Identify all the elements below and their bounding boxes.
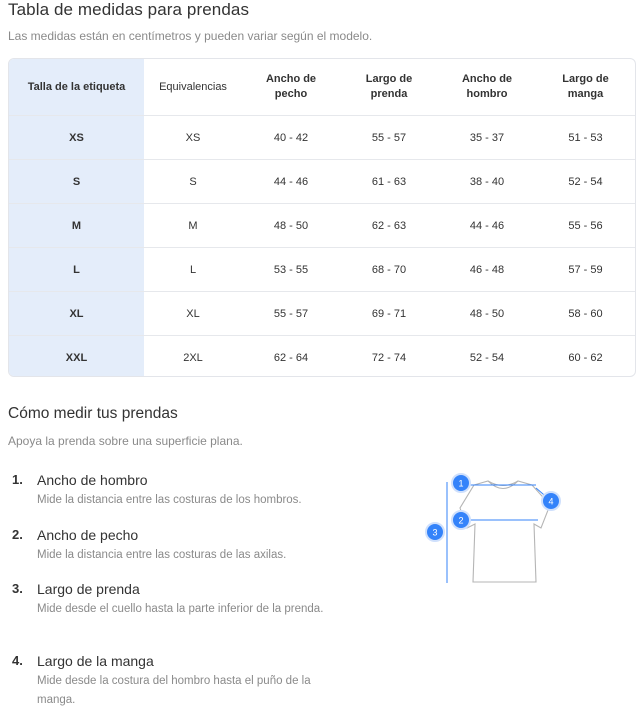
header-chest-line2: pecho xyxy=(274,88,308,100)
step-number: 4. xyxy=(12,653,23,668)
marker-2 xyxy=(452,511,470,529)
header-equivalence-label: Equivalencias xyxy=(159,80,227,93)
header-length xyxy=(340,59,438,116)
header-shoulder-line2: hombro xyxy=(466,88,508,100)
table-header-row xyxy=(9,59,635,116)
table-row xyxy=(9,292,635,336)
cell-length: 69 - 71 xyxy=(340,292,438,336)
cell-equivalence: L xyxy=(144,248,242,292)
table-row xyxy=(9,336,635,378)
marker-4-label: 4 xyxy=(548,496,554,507)
cell-sleeve: 57 - 59 xyxy=(536,248,635,292)
cell-equivalence: 2XL xyxy=(144,336,242,378)
header-size xyxy=(9,59,144,116)
cell-size: XS xyxy=(9,116,144,160)
cell-size: S xyxy=(9,160,144,204)
cell-chest: 40 - 42 xyxy=(242,116,340,160)
marker-3 xyxy=(426,523,444,541)
marker-1-label: 1 xyxy=(458,478,464,489)
step-description: Mide desde el cuello hasta la parte inferior de la prenda. xyxy=(37,603,324,615)
cell-shoulder: 52 - 54 xyxy=(438,336,536,378)
page-title: Tabla de medidas para prendas xyxy=(8,0,250,19)
measurement-illustration xyxy=(424,470,566,588)
page-subtitle: Las medidas están en centímetros y pueden variar según el modelo. xyxy=(8,29,373,43)
cell-size: L xyxy=(9,248,144,292)
cell-shoulder: 44 - 46 xyxy=(438,204,536,248)
cell-shoulder: 46 - 48 xyxy=(438,248,536,292)
cell-chest: 62 - 64 xyxy=(242,336,340,378)
header-shoulder xyxy=(438,59,536,116)
how-to-title: Cómo medir tus prendas xyxy=(8,405,178,422)
cell-chest: 48 - 50 xyxy=(242,204,340,248)
step-description: Mide la distancia entre las costuras de los hombros. xyxy=(37,494,302,506)
header-length-line2: prenda xyxy=(370,88,408,100)
marker-2-label: 2 xyxy=(458,515,464,526)
header-sleeve-line2: manga xyxy=(567,88,604,100)
header-chest xyxy=(242,59,340,116)
step-number: 2. xyxy=(12,527,23,542)
cell-length: 62 - 63 xyxy=(340,204,438,248)
header-equivalence xyxy=(144,59,242,116)
cell-length: 72 - 74 xyxy=(340,336,438,378)
marker-3-label: 3 xyxy=(432,527,438,538)
cell-sleeve: 58 - 60 xyxy=(536,292,635,336)
step-description: Mide desde la costura del hombro hasta el puño de la manga. xyxy=(37,675,311,706)
table-row xyxy=(9,160,635,204)
cell-equivalence: M xyxy=(144,204,242,248)
marker-1 xyxy=(452,474,470,492)
header-sleeve-line1: Largo de xyxy=(562,73,609,85)
marker-4 xyxy=(542,492,560,510)
cell-length: 61 - 63 xyxy=(340,160,438,204)
step-number: 3. xyxy=(12,581,23,596)
size-table-container xyxy=(8,58,636,377)
cell-size: M xyxy=(9,204,144,248)
cell-chest: 53 - 55 xyxy=(242,248,340,292)
cell-sleeve: 55 - 56 xyxy=(536,204,635,248)
cell-shoulder: 35 - 37 xyxy=(438,116,536,160)
cell-equivalence: S xyxy=(144,160,242,204)
step-title: Largo de la manga xyxy=(37,653,154,669)
header-size-label: Talla de la etiqueta xyxy=(27,80,126,93)
cell-sleeve: 52 - 54 xyxy=(536,160,635,204)
step-description: Mide la distancia entre las costuras de las axilas. xyxy=(37,549,287,561)
cell-size: XL xyxy=(9,292,144,336)
step-title: Largo de prenda xyxy=(37,581,140,597)
table-row xyxy=(9,248,635,292)
header-shoulder-line1: Ancho de xyxy=(461,73,513,85)
cell-shoulder: 38 - 40 xyxy=(438,160,536,204)
cell-size: XXL xyxy=(9,336,144,378)
step-title: Ancho de pecho xyxy=(37,527,139,543)
step-title: Ancho de hombro xyxy=(37,472,148,488)
cell-sleeve: 60 - 62 xyxy=(536,336,635,378)
shirt-outline xyxy=(458,478,550,582)
cell-chest: 55 - 57 xyxy=(242,292,340,336)
t-shirt-icon xyxy=(424,470,566,588)
header-chest-line1: Ancho de xyxy=(265,73,317,85)
size-table xyxy=(9,59,635,377)
step-number: 1. xyxy=(12,472,23,487)
cell-shoulder: 48 - 50 xyxy=(438,292,536,336)
table-row xyxy=(9,204,635,248)
cell-length: 55 - 57 xyxy=(340,116,438,160)
header-sleeve xyxy=(536,59,635,116)
header-length-line1: Largo de xyxy=(365,73,413,85)
cell-chest: 44 - 46 xyxy=(242,160,340,204)
cell-sleeve: 51 - 53 xyxy=(536,116,635,160)
cell-equivalence: XS xyxy=(144,116,242,160)
cell-length: 68 - 70 xyxy=(340,248,438,292)
cell-equivalence: XL xyxy=(144,292,242,336)
how-to-subtitle: Apoya la prenda sobre una superficie plana. xyxy=(8,434,243,448)
table-row xyxy=(9,116,635,160)
